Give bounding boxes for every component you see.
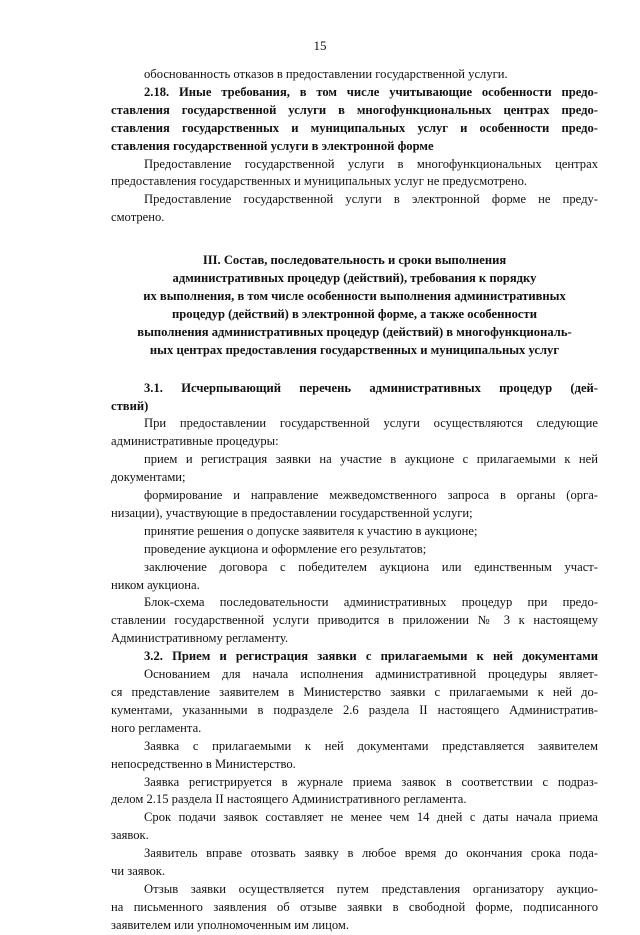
section-title-line: III. Состав, последовательность и сроки выполнения — [202, 253, 507, 268]
text-line: обоснованность отказов в предоставлении государственной услуги. — [144, 67, 508, 81]
text-line: Заявитель вправе отозвать заявку в любое время до окончания срока пода- — [144, 846, 598, 861]
text-line: заявок. — [111, 828, 149, 843]
heading-line: ставления государственной услуги в многофункциональных центрах предо- — [111, 102, 598, 117]
text-line: Предоставление государственной услуги в многофункциональных центрах — [144, 156, 598, 171]
text-line: предоставления государственных и муниципальных услуг не предусмотрено. — [111, 174, 528, 189]
section-title-line: выполнения административных процедур (действий) в многофункциональ- — [137, 324, 572, 339]
text-line: Срок подачи заявок составляет не менее чем 14 дней с даты начала приема — [144, 810, 598, 825]
text-line: Предоставление государственной услуги в электронной форме не преду- — [144, 192, 598, 207]
heading-line: ствий) — [111, 398, 149, 413]
text-line: заявителем или уполномоченным им лицом. — [111, 917, 350, 932]
text-line: кументами, указанными в подразделе 2.6 раздела II настоящего Административ- — [111, 702, 598, 717]
text-line: Блок-схема последовательности административных процедур при предо- — [144, 595, 598, 610]
text-line: делом 2.15 раздела II настоящего Административного регламента. — [111, 792, 467, 807]
text-line: административные процедуры: — [111, 434, 279, 449]
heading-line: 3.1. Исчерпывающий перечень административных процедур (дей- — [144, 380, 598, 395]
section-title-line: их выполнения, в том числе особенности выполнения административных — [143, 288, 566, 303]
section-title-line: административных процедур (действий), требования к порядку — [172, 271, 537, 286]
heading-line: ставления государственной услуги в электронной форме — [111, 138, 434, 153]
heading-3-1 — [111, 380, 598, 416]
text-line: Отзыв заявки осуществляется путем представления организатору аукцио- — [144, 881, 598, 896]
page-number: 15 — [313, 38, 327, 53]
list-item: формирование и направление межведомственного запроса в органы (орга- — [144, 488, 598, 503]
text-line: смотрено. — [111, 210, 165, 225]
heading-2-18 — [111, 84, 598, 156]
heading-3-2: 3.2. Прием и регистрация заявки с прилагаемыми к ней документами — [144, 649, 598, 664]
list-item: принятие решения о допуске заявителя к участию в аукционе; — [144, 523, 478, 538]
text-line: ставлении государственной услуги приводится в приложении № 3 к настоящему — [111, 613, 598, 628]
text-line: Заявка регистрируется в журнале приема заявок в соответствии с подраз- — [144, 774, 598, 789]
list-item: документами; — [111, 470, 186, 485]
list-item: ником аукциона. — [111, 577, 200, 592]
text-line: При предоставлении государственной услуги осуществляются следующие — [144, 416, 598, 431]
list-item: заключение договора с победителем аукциона или единственным участ- — [144, 559, 598, 574]
text-line: Основанием для начала исполнения административной процедуры являет- — [144, 667, 598, 682]
page-content — [111, 66, 598, 935]
text-line: Заявка с прилагаемыми к ней документами представляется заявителем — [144, 738, 598, 753]
list-item: проведение аукциона и оформление его результатов; — [144, 541, 427, 556]
list-item: прием и регистрация заявки на участие в аукционе с прилагаемыми к ней — [144, 452, 598, 467]
text-line: непосредственно в Министерство. — [111, 756, 296, 771]
section-3-title — [111, 252, 598, 359]
section-title-line: ных центрах предоставления государственных и муниципальных услуг — [149, 342, 560, 357]
text-line: ного регламента. — [111, 720, 202, 735]
text-line: на письменного заявления об отзыве заявки в свободной форме, подписанного — [111, 899, 598, 914]
heading-line: 2.18. Иные требования, в том числе учитывающие особенности предо- — [144, 84, 598, 99]
heading-line: ставления государственных и муниципальных услуг и особенности предо- — [111, 120, 598, 135]
text-line: Административному регламенту. — [111, 631, 289, 646]
text-line: чи заявок. — [111, 864, 166, 879]
list-item: низации), участвующие в предоставлении государственной услуги; — [111, 505, 473, 520]
text-line: ся представление заявителем в Министерство заявки с прилагаемыми к ней до- — [111, 685, 598, 699]
section-title-line: процедур (действий) в электронной форме, а также особенности — [172, 306, 537, 321]
